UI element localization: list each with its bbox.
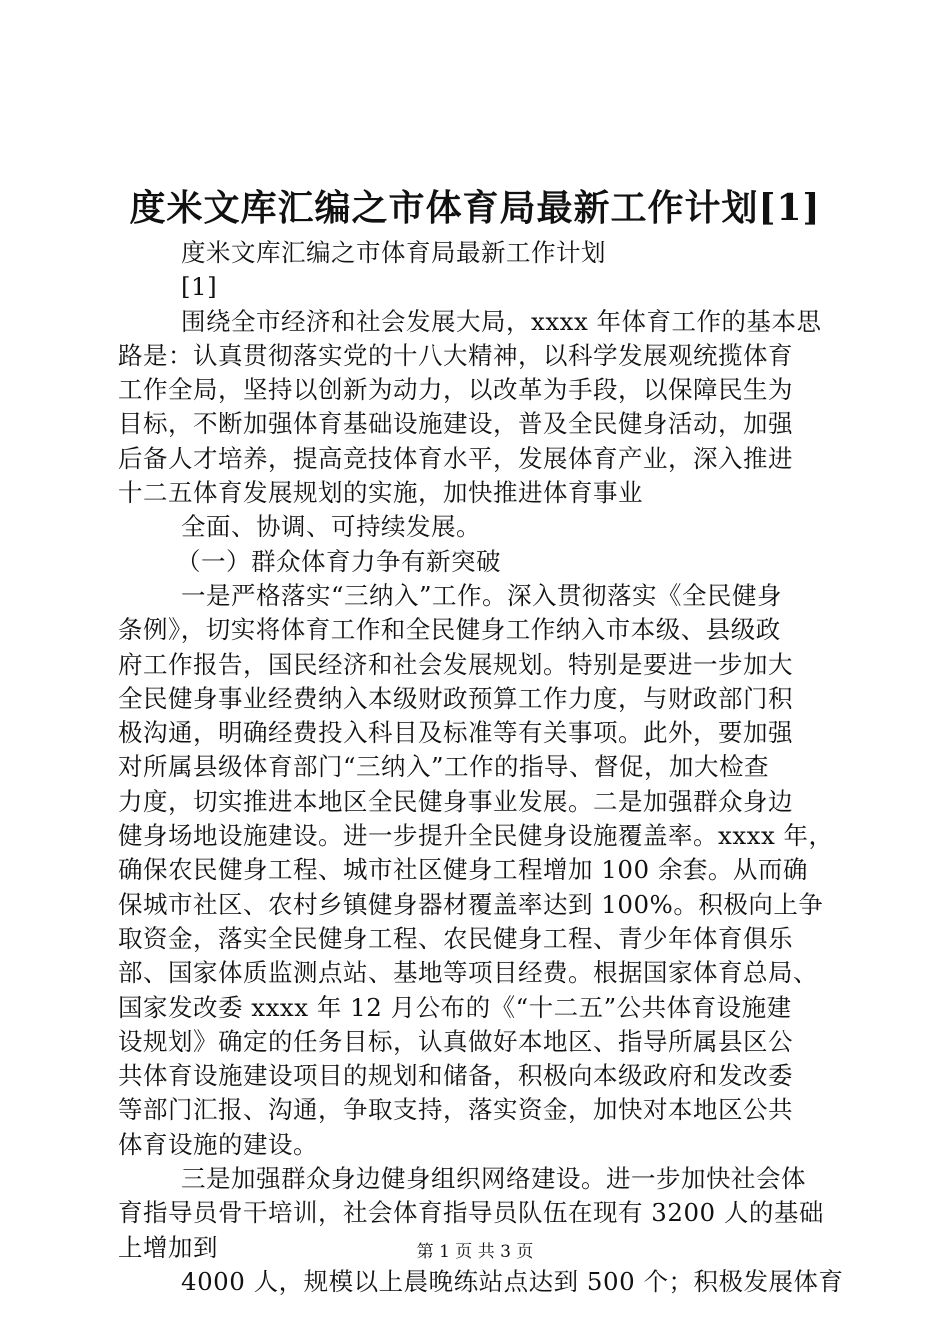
text-line: 取资金，落实全民健身工程、农民健身工程、青少年体育俱乐	[118, 923, 793, 953]
text-line: 工作全局，坚持以创新为动力，以改革为手段，以保障民生为	[118, 375, 793, 405]
text-line: 全民健身事业经费纳入本级财政预算工作力度，与财政部门积	[118, 683, 793, 713]
text-line: （一）群众体育力争有新突破	[176, 546, 501, 576]
text-line: 设规划》确定的任务目标，认真做好本地区、指导所属县区公	[118, 1026, 793, 1056]
text-line: [1]	[181, 272, 218, 302]
text-line: 体育设施的建设。	[118, 1129, 318, 1159]
text-line: 目标，不断加强体育基础设施建设，普及全民健身活动，加强	[118, 409, 793, 439]
text-line: 4000 人，规模以上晨晚练站点达到 500 个；积极发展体育	[181, 1266, 844, 1296]
text-line: 上增加到	[118, 1232, 218, 1262]
text-line: 等部门汇报、沟通，争取支持，落实资金，加快对本地区公共	[118, 1095, 793, 1125]
text-line: 共体育设施建设项目的规划和储备，积极向本级政府和发改委	[118, 1061, 793, 1091]
text-line: 府工作报告，国民经济和社会发展规划。特别是要进一步加大	[118, 649, 793, 679]
text-line: 极沟通，明确经费投入科目及标准等有关事项。此外，要加强	[118, 718, 793, 748]
text-line: 后备人才培养，提高竞技体育水平，发展体育产业，深入推进	[118, 443, 793, 473]
text-line: 三是加强群众身边健身组织网络建设。进一步加快社会体	[181, 1164, 806, 1194]
text-line: 保城市社区、农村乡镇健身器材覆盖率达到 100%。积极向上争	[118, 889, 824, 919]
text-line: 度米文库汇编之市体育局最新工作计划	[181, 238, 606, 267]
document-body	[118, 236, 844, 1299]
text-line: 力度，切实推进本地区全民健身事业发展。二是加强群众身边	[118, 786, 793, 816]
text-line: 部、国家体质监测点站、基地等项目经费。根据国家体育总局、	[118, 958, 818, 988]
text-line: 围绕全市经济和社会发展大局，xxxx 年体育工作的基本思	[181, 306, 822, 336]
document-title: 度米文库汇编之市体育局最新工作计划[1]	[129, 187, 821, 229]
text-line: 国家发改委 xxxx 年 12 月公布的《“十二五”公共体育设施建	[118, 992, 792, 1022]
text-line: 对所属县级体育部门“三纳入”工作的指导、督促，加大检查	[118, 752, 770, 782]
text-line: 育指导员骨干培训，社会体育指导员队伍在现有 3200 人的基础	[118, 1198, 824, 1228]
text-line: 路是：认真贯彻落实党的十八大精神，以科学发展观统揽体育	[118, 340, 793, 370]
text-line: 确保农民健身工程、城市社区健身工程增加 100 余套。从而确	[118, 855, 808, 885]
text-line: 全面、协调、可持续发展。	[181, 512, 481, 542]
text-line: 条例》，切实将体育工作和全民健身工作纳入市本级、县级政	[118, 615, 781, 645]
text-line: 十二五体育发展规划的实施，加快推进体育事业	[118, 478, 643, 508]
page-footer: 第 1 页 共 3 页	[416, 1242, 534, 1262]
text-line: 一是严格落实“三纳入”工作。深入贯彻落实《全民健身	[181, 580, 783, 610]
text-line: 健身场地设施建设。进一步提升全民健身设施覆盖率。xxxx 年，	[118, 821, 834, 851]
